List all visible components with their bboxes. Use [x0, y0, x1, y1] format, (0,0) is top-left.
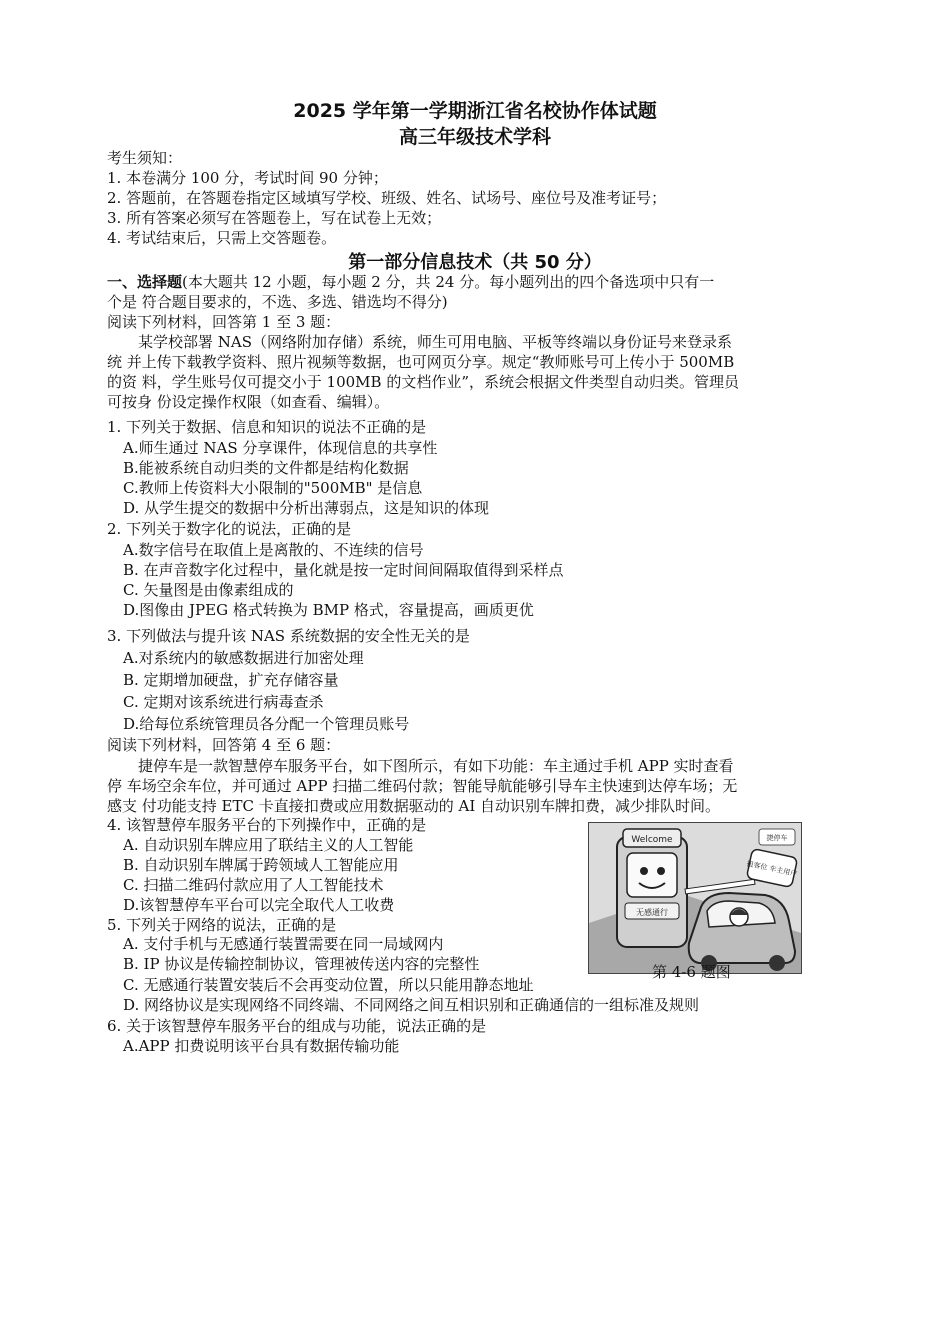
- parking-illustration-svg: [589, 823, 801, 973]
- option-5c: C. 无感通行装置安装后不会再变动位置，所以只能用静态地址: [123, 976, 534, 994]
- option-1c: C.教师上传资料大小限制的"500MB" 是信息: [123, 479, 423, 497]
- material-line: 停 车场空余车位，并可通过 APP 扫描二维码付款；智能导航能够引导车主快速到达停车场；无: [107, 777, 738, 795]
- material-line: 捷停车是一款智慧停车服务平台，如下图所示，有如下功能：车主通过手机 APP 实时查看: [138, 757, 734, 775]
- question-stem-6: 6. 关于该智慧停车服务平台的组成与功能，说法正确的是: [107, 1017, 487, 1035]
- section-intro-line2: 个是 符合题目要求的，不选、多选、错选均不得分): [107, 293, 448, 311]
- exam-title: 2025 学年第一学期浙江省名校协作体试题: [293, 100, 657, 122]
- car-sign: 扭客位 车主用户: [745, 859, 798, 879]
- section-intro-text: (本大题共 12 小题，每小题 2 分，共 24 分。每小题列出的四个备选项中只有一: [182, 273, 715, 291]
- option-3b: B. 定期增加硬盘，扩充存储容量: [123, 671, 339, 689]
- option-5d: D. 网络协议是实现网络不同终端、不同网络之间互相识别和正确通信的一组标准及规则: [123, 996, 700, 1014]
- option-3c: C. 定期对该系统进行病毒查杀: [123, 693, 324, 711]
- section-intro-label: 一、选择题: [107, 273, 183, 291]
- question-stem-3: 3. 下列做法与提升该 NAS 系统数据的安全性无关的是: [107, 627, 470, 645]
- option-5b: B. IP 协议是传输控制协议，管理被传送内容的完整性: [123, 955, 480, 973]
- notice-item: 2. 答题前，在答题卷指定区域填写学校、班级、姓名、试场号、座位号及准考证号；: [107, 189, 667, 207]
- material-lead: 阅读下列材料，回答第 4 至 6 题：: [107, 736, 341, 754]
- option-4b: B. 自动识别车牌属于跨领域人工智能应用: [123, 856, 399, 874]
- question-stem-2: 2. 下列关于数字化的说法，正确的是: [107, 520, 352, 538]
- option-2b: B. 在声音数字化过程中，量化就是按一定时间间隔取值得到采样点: [123, 561, 564, 579]
- option-2d: D.图像由 JPEG 格式转换为 BMP 格式，容量提高，画质更优: [123, 601, 534, 619]
- option-1a: A.师生通过 NAS 分享课件，体现信息的共享性: [123, 439, 438, 457]
- notice-heading: 考生须知：: [107, 149, 183, 167]
- material-lead: 阅读下列材料，回答第 1 至 3 题：: [107, 313, 341, 331]
- option-3a: A.对系统内的敏感数据进行加密处理: [123, 649, 364, 667]
- booth-sign: 无感通行: [636, 908, 668, 917]
- option-2a: A.数字信号在取值上是离散的、不连续的信号: [123, 541, 424, 559]
- option-3d: D.给每位系统管理员各分配一个管理员账号: [123, 715, 410, 733]
- question-stem-1: 1. 下列关于数据、信息和知识的说法不正确的是: [107, 418, 427, 436]
- section-title: 第一部分信息技术（共 50 分）: [348, 252, 602, 273]
- material-line: 统 并上传下载教学资料、照片视频等数据，也可网页分享。规定“教师账号可上传小于 500MB: [107, 353, 735, 371]
- option-4a: A. 自动识别车牌应用了联结主义的人工智能: [123, 836, 414, 854]
- option-2c: C. 矢量图是由像素组成的: [123, 581, 294, 599]
- option-1d: D. 从学生提交的数据中分析出薄弱点，这是知识的体现: [123, 499, 490, 517]
- material-line: 感支 付功能支持 ETC 卡直接扣费或应用数据驱动的 AI 自动识别车牌扣费，减少排队时间。: [107, 797, 721, 815]
- notice-item: 4. 考试结束后，只需上交答题卷。: [107, 229, 337, 247]
- option-5a: A. 支付手机与无感通行装置需要在同一局域网内: [123, 935, 444, 953]
- notice-item: 1. 本卷满分 100 分，考试时间 90 分钟；: [107, 169, 388, 187]
- section-intro: [107, 272, 714, 292]
- material-line: 可按身 份设定操作权限（如查看、编辑）。: [107, 393, 390, 411]
- material-line: 的资 料，学生账号仅可提交小于 100MB 的文档作业”，系统会根据文件类型自动归类。管理员: [107, 373, 739, 391]
- question-stem-5: 5. 下列关于网络的说法，正确的是: [107, 916, 337, 934]
- option-4d: D.该智慧停车平台可以完全取代人工收费: [123, 896, 395, 914]
- option-1b: B.能被系统自动归类的文件都是结构化数据: [123, 459, 409, 477]
- app-logo: 捷停车: [766, 834, 788, 842]
- question-stem-4: 4. 该智慧停车服务平台的下列操作中，正确的是: [107, 816, 427, 834]
- notice-item: 3. 所有答案必须写在答题卷上，写在试卷上无效；: [107, 209, 442, 227]
- parking-illustration: [588, 822, 802, 974]
- option-4c: C. 扫描二维码付款应用了人工智能技术: [123, 876, 384, 894]
- figure-caption: 第 4-6 题图: [652, 963, 731, 981]
- welcome-sign: Welcome: [631, 835, 673, 845]
- material-line: 某学校部署 NAS（网络附加存储）系统，师生可用电脑、平板等终端以身份证号来登录系: [138, 333, 733, 351]
- option-6a: A.APP 扣费说明该平台具有数据传输功能: [123, 1037, 400, 1055]
- exam-subtitle: 高三年级技术学科: [398, 126, 551, 148]
